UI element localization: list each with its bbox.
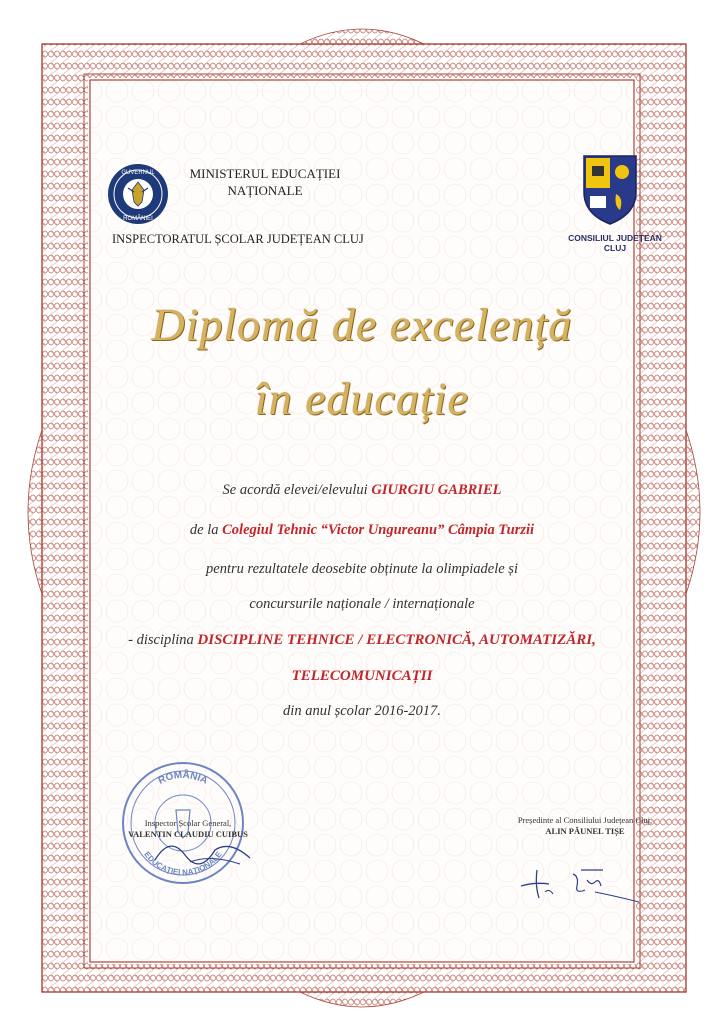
right-handwritten-signature bbox=[515, 856, 645, 906]
ministry-name bbox=[150, 165, 380, 199]
discipline-line bbox=[80, 632, 644, 649]
svg-text:EDUCAȚIEI NAȚIONALE: EDUCAȚIEI NAȚIONALE bbox=[142, 849, 224, 878]
discipline-name-1: DISCIPLINE TEHNICE / ELECTRONICĂ, AUTOMATIZĂRI, bbox=[197, 632, 596, 648]
left-signatory-role: Inspector Școlar General, bbox=[144, 818, 232, 828]
awarded-prefix: Se acordă elevei/elevului bbox=[222, 482, 372, 498]
from-prefix: de la bbox=[189, 522, 223, 538]
student-name: GIURGIU GABRIEL bbox=[371, 482, 502, 498]
county-council-coat-of-arms-icon bbox=[580, 152, 640, 226]
right-signatory-role: Președinte al Consiliului Județean Cluj, bbox=[517, 815, 653, 825]
right-signatory-name: ALIN PĂUNEL TIȘE bbox=[545, 826, 625, 836]
discipline-line-2 bbox=[80, 668, 644, 685]
left-handwritten-signature bbox=[150, 830, 260, 870]
right-signatory bbox=[500, 815, 670, 837]
svg-text:GUVERNUL: GUVERNUL bbox=[121, 170, 155, 176]
ministry-line-1: MINISTERUL EDUCAȚIEI bbox=[189, 166, 341, 181]
inspectorate-name: INSPECTORATUL ȘCOLAR JUDEȚEAN CLUJ bbox=[112, 232, 364, 246]
school-line bbox=[80, 522, 644, 539]
county-council-name bbox=[540, 233, 690, 253]
council-line-2: CLUJ bbox=[603, 243, 627, 253]
diploma-title-line-1: Diplomă de excelență bbox=[151, 299, 573, 350]
school-name: Colegiul Tehnic “Victor Ungureanu” Câmpia Turzii bbox=[222, 522, 535, 538]
award-recipient-line bbox=[80, 482, 644, 499]
school-year-line: din anul școlar 2016-2017. bbox=[283, 703, 441, 719]
council-line-1: CONSILIUL JUDEȚEAN bbox=[568, 233, 662, 243]
diploma-title-line-2: în educație bbox=[254, 373, 470, 424]
left-signatory-name: VALENTIN CLAUDIU CUIBUS bbox=[128, 829, 248, 839]
reason-line-1: pentru rezultatele deosebite obținute la olimpiadele și bbox=[206, 561, 518, 577]
discipline-prefix: - disciplina bbox=[128, 632, 198, 648]
reason-line-2: concursurile naționale / internaționale bbox=[249, 596, 475, 612]
ministry-line-2: NAȚIONALE bbox=[227, 183, 303, 198]
svg-text:ROMÂNIEI: ROMÂNIEI bbox=[123, 216, 153, 222]
discipline-name-2: TELECOMUNICAȚII bbox=[291, 668, 433, 684]
svg-text:ROMÂNIA: ROMÂNIA bbox=[156, 769, 210, 787]
